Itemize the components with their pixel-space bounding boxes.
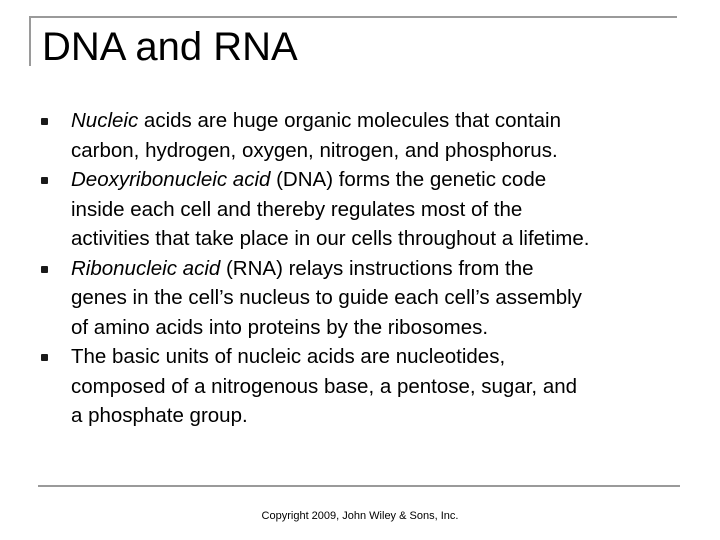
bullet-item	[41, 165, 701, 254]
bullet-line	[71, 401, 701, 431]
slide-frame-left-rule	[29, 16, 31, 66]
italic-term: Deoxyribonucleic acid	[71, 168, 271, 191]
bullet-text: composed of a nitrogenous base, a pentose, sugar, and	[71, 374, 578, 398]
bullet-line	[71, 372, 701, 402]
bullet-item	[41, 254, 701, 343]
bullet-line	[71, 136, 701, 166]
bullet-line	[71, 313, 701, 343]
bullet-text: (RNA) relays instructions from the	[220, 256, 534, 280]
bullet-text: (DNA) forms the genetic code	[270, 168, 547, 191]
footer-rule	[38, 485, 680, 487]
bullet-line	[71, 195, 701, 225]
bullet-item	[41, 342, 701, 431]
bullet-list	[41, 106, 701, 431]
italic-term: Ribonucleic acid	[71, 256, 221, 280]
bullet-line	[71, 283, 701, 313]
bullet-text: activities that take place in our cells throughout a lifetime.	[71, 227, 590, 250]
bullet-marker-icon	[41, 354, 48, 361]
bullet-line	[71, 224, 701, 254]
bullet-marker-icon	[41, 118, 48, 125]
bullet-line	[71, 106, 701, 136]
bullet-text: acids are huge organic molecules that contain	[138, 109, 562, 132]
bullet-line	[71, 254, 701, 284]
italic-term: Nucleic	[71, 109, 139, 132]
bullet-item	[41, 106, 701, 165]
bullet-line	[71, 342, 701, 372]
bullet-line	[71, 165, 701, 195]
slide-frame-top-rule	[29, 16, 677, 18]
bullet-text: The basic units of nucleic acids are nucleotides,	[71, 345, 506, 368]
slide-title: DNA and RNA	[42, 25, 298, 69]
bullet-text: carbon, hydrogen, oxygen, nitrogen, and phosphorus.	[71, 138, 558, 162]
bullet-marker-icon	[41, 177, 48, 184]
bullet-text: a phosphate group.	[71, 404, 248, 427]
bullet-text: of amino acids into proteins by the ribosomes.	[71, 315, 489, 339]
bullet-marker-icon	[41, 266, 48, 273]
bullet-text: inside each cell and thereby regulates most of the	[71, 197, 523, 221]
copyright-footer: Copyright 2009, John Wiley & Sons, Inc.	[261, 510, 459, 522]
bullet-text: genes in the cell’s nucleus to guide each cell’s assembly	[71, 286, 582, 309]
